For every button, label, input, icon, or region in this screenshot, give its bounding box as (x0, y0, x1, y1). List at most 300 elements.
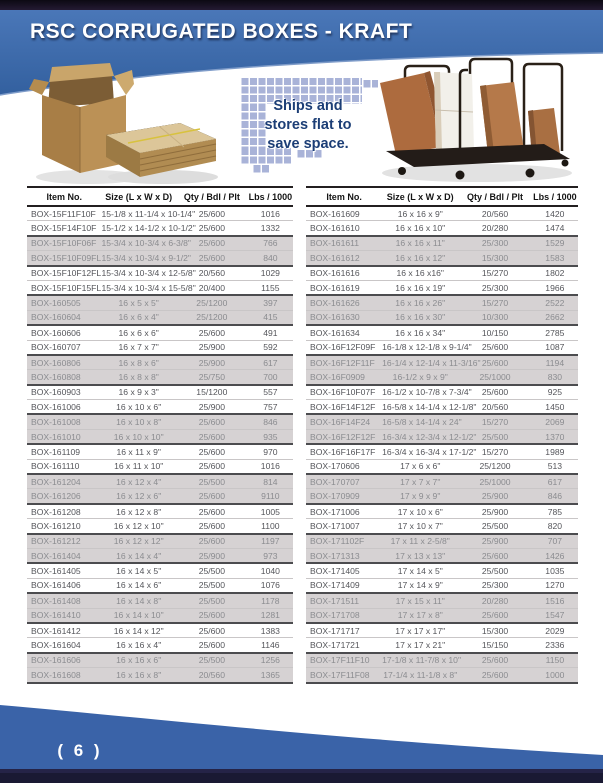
item-no: BOX-171511 (310, 595, 360, 606)
item-no: BOX-171717 (310, 625, 360, 636)
qty-bdl-plt: 20/560 (481, 208, 509, 219)
item-no: BOX-161208 (31, 506, 81, 517)
qty-bdl-plt: 15/270 (481, 417, 509, 428)
column-header-qty-bdl-plt: Qty / Bdl / Plt (183, 191, 240, 202)
lbs-per-1000: 1383 (260, 625, 280, 636)
lbs-per-1000: 2522 (545, 298, 565, 309)
table-row (27, 400, 293, 415)
table-row (27, 386, 293, 400)
qty-bdl-plt: 10/150 (481, 327, 509, 338)
lbs-per-1000: 820 (547, 520, 563, 531)
size: 15-3/4 x 10-3/4 x 9-1/2" (101, 252, 191, 263)
item-no: BOX-16F12F11F (310, 357, 375, 368)
box-cart-photo (372, 55, 582, 187)
lbs-per-1000: 925 (547, 387, 563, 398)
item-no: BOX-15F10F15FL (31, 282, 102, 293)
lbs-per-1000: 2336 (545, 640, 565, 651)
qty-bdl-plt: 25/300 (481, 282, 509, 293)
size: 16 x 12 x 8" (116, 506, 162, 517)
qty-bdl-plt: 25/500 (198, 655, 225, 666)
lbs-per-1000: 1365 (260, 669, 280, 680)
table-row (306, 207, 578, 221)
item-no: BOX-15F10F06F (31, 238, 97, 249)
item-no: BOX-16F0909 (310, 371, 365, 382)
lbs-per-1000: 785 (547, 506, 563, 517)
item-no: BOX-161212 (31, 536, 81, 547)
size: 16 x 16 x16" (396, 268, 444, 279)
size: 16 x 10 x 8" (116, 417, 162, 428)
item-no: BOX-15F10F12FL (31, 268, 102, 279)
size: 17 x 17 x 21" (395, 640, 446, 651)
size: 16 x 16 x 34" (395, 327, 446, 338)
qty-bdl-plt: 25/500 (481, 431, 509, 442)
lbs-per-1000: 1076 (260, 580, 280, 591)
lbs-per-1000: 1281 (260, 610, 280, 621)
qty-bdl-plt: 25/1000 (479, 476, 511, 487)
size: 16-5/8 x 14-1/4 x 12-1/8" (382, 401, 477, 412)
qty-bdl-plt: 25/600 (481, 357, 509, 368)
lbs-per-1000: 846 (263, 417, 278, 428)
qty-bdl-plt: 20/560 (198, 669, 225, 680)
size: 16 x 16 x 26" (395, 298, 446, 309)
table-header (27, 186, 293, 207)
lbs-per-1000: 1155 (261, 282, 280, 293)
lbs-per-1000: 1547 (545, 610, 565, 621)
table-row (306, 609, 578, 624)
size: 16 x 16 x 30" (395, 312, 446, 323)
qty-bdl-plt: 25/1200 (479, 461, 511, 472)
qty-bdl-plt: 25/600 (198, 520, 225, 531)
table-row (306, 505, 578, 519)
table-row (306, 400, 578, 415)
table-row (306, 638, 578, 653)
table-row (306, 579, 578, 594)
size: 16 x 16 x 12" (395, 252, 446, 263)
item-no: BOX-161609 (310, 208, 360, 219)
size: 16 x 16 x 8" (116, 669, 162, 680)
table-row (306, 430, 578, 445)
size: 16-1/2 x 9 x 9" (392, 371, 448, 382)
table-row (27, 564, 293, 578)
lbs-per-1000: 970 (263, 446, 278, 457)
item-no: BOX-161404 (31, 550, 81, 561)
qty-bdl-plt: 25/600 (198, 625, 225, 636)
size: 16 x 6 x 6" (118, 327, 159, 338)
table-body (306, 207, 578, 684)
table-row (27, 579, 293, 594)
column-header-size: Size (L x W x D) (105, 191, 173, 202)
qty-bdl-plt: 25/500 (198, 595, 225, 606)
size: 17 x 14 x 9" (397, 580, 443, 591)
lbs-per-1000: 491 (263, 327, 278, 338)
item-no: BOX-170909 (310, 491, 360, 502)
item-no: BOX-170707 (310, 476, 360, 487)
size: 16 x 16 x 10" (395, 223, 446, 234)
item-no: BOX-161619 (310, 282, 360, 293)
table-row (27, 460, 293, 475)
lbs-per-1000: 846 (547, 491, 563, 502)
table-row (306, 594, 578, 608)
qty-bdl-plt: 25/600 (198, 610, 225, 621)
column-header-qty-bdl-plt: Qty / Bdl / Plt (467, 191, 524, 202)
size: 17 x 14 x 5" (397, 566, 443, 577)
lbs-per-1000: 1178 (261, 595, 280, 606)
table-row (27, 251, 293, 266)
qty-bdl-plt: 25/500 (481, 520, 509, 531)
qty-bdl-plt: 25/500 (198, 476, 225, 487)
lbs-per-1000: 592 (263, 342, 278, 353)
qty-bdl-plt: 15/270 (481, 446, 509, 457)
size: 16-3/4 x 16-3/4 x 17-1/2" (382, 446, 477, 457)
size: 17 x 11 x 2-5/8" (390, 536, 450, 547)
qty-bdl-plt: 25/600 (198, 417, 225, 428)
lbs-per-1000: 814 (263, 476, 278, 487)
qty-bdl-plt: 25/600 (481, 669, 509, 680)
product-table-left (27, 186, 293, 684)
size: 16-1/8 x 12-1/8 x 9-1/4" (382, 342, 472, 353)
size: 16 x 16 x 11" (395, 238, 445, 249)
item-no: BOX-160505 (31, 298, 81, 309)
qty-bdl-plt: 25/1000 (479, 371, 511, 382)
lbs-per-1000: 1035 (545, 566, 565, 577)
item-no: BOX-161010 (31, 431, 81, 442)
lbs-per-1000: 707 (547, 536, 563, 547)
qty-bdl-plt: 25/500 (198, 566, 225, 577)
table-row (27, 221, 293, 236)
lbs-per-1000: 557 (263, 387, 278, 398)
item-no: BOX-17F11F08 (310, 669, 370, 680)
lbs-per-1000: 1016 (260, 208, 280, 219)
table-row (27, 609, 293, 624)
item-no: BOX-161412 (31, 625, 81, 636)
table-row (27, 638, 293, 653)
lbs-per-1000: 1474 (545, 223, 565, 234)
item-no: BOX-161109 (31, 446, 81, 457)
size: 16-1/4 x 12-1/4 x 11-3/16" (382, 357, 481, 368)
table-row (27, 341, 293, 356)
size: 16 x 12 x 4" (116, 476, 162, 487)
lbs-per-1000: 617 (263, 357, 278, 368)
item-no: BOX-15F14F10F (31, 223, 97, 234)
table-body (27, 207, 293, 684)
table-row (27, 654, 293, 668)
table-row (306, 251, 578, 266)
table-row (306, 267, 578, 281)
table-row (306, 311, 578, 326)
item-no: BOX-171006 (310, 506, 360, 517)
qty-bdl-plt: 25/900 (481, 506, 509, 517)
item-no: BOX-171313 (310, 550, 360, 561)
table-row (27, 311, 293, 326)
lbs-per-1000: 1516 (545, 595, 565, 606)
size: 16 x 11 x 10" (114, 461, 164, 472)
table-row (27, 237, 293, 251)
item-no: BOX-160606 (31, 327, 81, 338)
table-row (27, 326, 293, 340)
size: 16 x 5 x 5" (118, 298, 159, 309)
item-no: BOX-160806 (31, 357, 81, 368)
item-no: BOX-171102F (310, 536, 365, 547)
size: 16-5/8 x 14-1/4 x 24" (382, 417, 462, 428)
size: 16 x 16 x 6" (116, 655, 162, 666)
qty-bdl-plt: 15/300 (481, 252, 509, 263)
item-no: BOX-171405 (310, 566, 360, 577)
lbs-per-1000: 935 (263, 431, 278, 442)
table-row (306, 475, 578, 489)
qty-bdl-plt: 25/900 (198, 357, 225, 368)
qty-bdl-plt: 25/1200 (196, 298, 228, 309)
item-no: BOX-161606 (31, 655, 81, 666)
table-row (306, 370, 578, 385)
item-no: BOX-161630 (310, 312, 360, 323)
table-row (27, 267, 293, 281)
size: 15-3/4 x 10-3/4 x 12-5/8" (101, 268, 196, 279)
qty-bdl-plt: 25/600 (198, 536, 225, 547)
item-no: BOX-160903 (31, 387, 81, 398)
lbs-per-1000: 700 (263, 371, 278, 382)
item-no: BOX-161110 (31, 461, 80, 472)
lbs-per-1000: 1989 (545, 446, 565, 457)
size: 17 x 9 x 9" (400, 491, 441, 502)
item-no: BOX-171409 (310, 580, 360, 591)
lbs-per-1000: 1194 (545, 357, 565, 368)
table-row (306, 668, 578, 683)
table-row (306, 489, 578, 504)
lbs-per-1000: 1529 (545, 238, 565, 249)
lbs-per-1000: 1426 (545, 550, 565, 561)
size: 17-1/8 x 11-7/8 x 10" (382, 655, 462, 666)
item-no: BOX-161616 (310, 268, 360, 279)
item-no: BOX-161405 (31, 566, 81, 577)
table-row (306, 519, 578, 534)
size: 16 x 14 x 4" (116, 550, 162, 561)
lbs-per-1000: 840 (263, 252, 278, 263)
item-no: BOX-161611 (310, 238, 360, 249)
qty-bdl-plt: 25/600 (198, 506, 225, 517)
table-row (27, 445, 293, 459)
size: 16 x 14 x 12" (113, 625, 164, 636)
item-no: BOX-161612 (310, 252, 360, 263)
table-row (27, 356, 293, 370)
table-row (27, 370, 293, 385)
lbs-per-1000: 1040 (260, 566, 280, 577)
lbs-per-1000: 1420 (545, 208, 565, 219)
item-no: BOX-171721 (310, 640, 360, 651)
lbs-per-1000: 1256 (260, 655, 280, 666)
table-row (27, 296, 293, 310)
size: 17 x 10 x 7" (397, 520, 443, 531)
item-no: BOX-15F10F09FL (31, 252, 102, 263)
table-row (27, 519, 293, 534)
kraft-box-photo (28, 55, 228, 190)
lbs-per-1000: 766 (263, 238, 278, 249)
lbs-per-1000: 1146 (261, 640, 280, 651)
lbs-per-1000: 1966 (545, 282, 565, 293)
lbs-per-1000: 1450 (545, 401, 565, 412)
qty-bdl-plt: 15/150 (481, 640, 509, 651)
table-row (27, 668, 293, 683)
lbs-per-1000: 9110 (261, 491, 280, 502)
size: 17 x 6 x 6" (400, 461, 441, 472)
size: 15-3/4 x 10-3/4 x 15-5/8" (101, 282, 196, 293)
item-no: BOX-170606 (310, 461, 360, 472)
table-row (27, 281, 293, 296)
lbs-per-1000: 1100 (261, 520, 280, 531)
item-no: BOX-16F14F12F (310, 401, 376, 412)
qty-bdl-plt: 20/400 (198, 282, 225, 293)
size: 16 x 10 x 10" (113, 431, 164, 442)
size: 16 x 7 x 7" (118, 342, 159, 353)
table-row (306, 624, 578, 638)
qty-bdl-plt: 25/600 (198, 208, 225, 219)
item-no: BOX-160808 (31, 371, 81, 382)
table-row (306, 460, 578, 475)
column-header-lbs-per-1000: Lbs / 1000 (248, 191, 293, 202)
lbs-per-1000: 415 (263, 312, 278, 323)
callout-text (240, 97, 376, 154)
table-row (27, 549, 293, 564)
table-row (27, 505, 293, 519)
lbs-per-1000: 2069 (545, 417, 565, 428)
qty-bdl-plt: 10/300 (481, 312, 509, 323)
size: 16 x 12 x 6" (116, 491, 162, 502)
lbs-per-1000: 1150 (545, 655, 565, 666)
qty-bdl-plt: 25/1200 (196, 312, 228, 323)
qty-bdl-plt: 25/600 (481, 550, 509, 561)
item-no: BOX-161006 (31, 401, 81, 412)
size: 15-1/2 x 14-1/2 x 10-1/2" (101, 223, 196, 234)
qty-bdl-plt: 25/300 (481, 580, 509, 591)
callout-line-1: Ships and (273, 98, 343, 114)
size: 16 x 8 x 8" (118, 371, 159, 382)
item-no: BOX-16F12F12F (310, 431, 376, 442)
size: 16 x 14 x 10" (113, 610, 164, 621)
lbs-per-1000: 830 (547, 371, 563, 382)
item-no: BOX-161408 (31, 595, 81, 606)
size: 17 x 7 x 7" (400, 476, 441, 487)
table-row (306, 326, 578, 340)
size: 17 x 17 x 8" (397, 610, 443, 621)
item-no: BOX-161626 (310, 298, 360, 309)
qty-bdl-plt: 25/500 (481, 566, 509, 577)
lbs-per-1000: 973 (263, 550, 278, 561)
qty-bdl-plt: 25/900 (198, 401, 225, 412)
item-no: BOX-16F16F17F (310, 446, 376, 457)
size: 17 x 10 x 6" (397, 506, 443, 517)
mosaic-pattern (252, 165, 270, 174)
product-table-right (306, 186, 578, 684)
size: 16 x 14 x 6" (116, 580, 162, 591)
size: 16 x 14 x 8" (116, 595, 162, 606)
size: 16 x 8 x 6" (118, 357, 159, 368)
size: 17-1/4 x 11-1/8 x 8" (383, 669, 458, 680)
qty-bdl-plt: 25/900 (481, 491, 509, 502)
table-row (27, 489, 293, 504)
table-row (306, 341, 578, 356)
callout-line-2: stores flat to (264, 117, 352, 133)
lbs-per-1000: 1000 (545, 669, 565, 680)
qty-bdl-plt: 25/600 (198, 252, 225, 263)
table-row (27, 475, 293, 489)
size: 17 x 17 x 17" (395, 625, 446, 636)
qty-bdl-plt: 20/280 (481, 223, 509, 234)
lbs-per-1000: 2785 (545, 327, 565, 338)
qty-bdl-plt: 25/600 (198, 223, 225, 234)
table-row (27, 624, 293, 638)
size: 16 x 16 x 9" (397, 208, 443, 219)
table-row (306, 296, 578, 310)
lbs-per-1000: 1270 (545, 580, 565, 591)
page-title: RSC CORRUGATED BOXES - KRAFT (30, 20, 413, 43)
table-row (27, 430, 293, 445)
size: 16 x 12 x 10" (113, 520, 164, 531)
item-no: BOX-16F12F09F (310, 342, 376, 353)
table-row (306, 564, 578, 578)
size: 15-3/4 x 10-3/4 x 6-3/8" (101, 238, 191, 249)
size: 16 x 11 x 9" (116, 446, 161, 457)
table-row (306, 415, 578, 429)
lbs-per-1000: 2662 (545, 312, 565, 323)
qty-bdl-plt: 15/270 (481, 298, 509, 309)
qty-bdl-plt: 25/900 (198, 550, 225, 561)
item-no: BOX-16F10F07F (310, 387, 376, 398)
qty-bdl-plt: 25/600 (198, 446, 225, 457)
table-row (306, 221, 578, 236)
qty-bdl-plt: 25/600 (198, 327, 225, 338)
table-row (306, 549, 578, 564)
lbs-per-1000: 1802 (545, 268, 565, 279)
size: 16 x 6 x 4" (118, 312, 159, 323)
item-no: BOX-161204 (31, 476, 81, 487)
qty-bdl-plt: 20/560 (198, 268, 225, 279)
qty-bdl-plt: 25/600 (481, 655, 509, 666)
table-row (306, 386, 578, 400)
table-row (27, 207, 293, 221)
size: 16 x 14 x 5" (116, 566, 162, 577)
top-dark-strip (0, 0, 603, 10)
qty-bdl-plt: 25/750 (198, 371, 225, 382)
size: 16 x 16 x 4" (116, 640, 162, 651)
size: 16-3/4 x 12-3/4 x 12-1/2" (382, 431, 477, 442)
table-row (306, 237, 578, 251)
table-header (306, 186, 578, 207)
size: 15-1/8 x 11-1/4 x 10-1/4" (101, 208, 196, 219)
table-row (306, 356, 578, 370)
item-no: BOX-161406 (31, 580, 81, 591)
item-no: BOX-160604 (31, 312, 81, 323)
qty-bdl-plt: 25/600 (198, 431, 225, 442)
size: 16 x 12 x 12" (113, 536, 164, 547)
size: 16 x 16 x 19" (395, 282, 446, 293)
lbs-per-1000: 1087 (545, 342, 565, 353)
column-header-item-no: Item No. (326, 191, 362, 202)
table-row (306, 654, 578, 668)
size: 16 x 10 x 6" (116, 401, 162, 412)
column-header-size: Size (L x W x D) (386, 191, 454, 202)
table-row (27, 535, 293, 549)
qty-bdl-plt: 20/280 (481, 595, 509, 606)
column-header-lbs-per-1000: Lbs / 1000 (533, 191, 577, 202)
lbs-per-1000: 1016 (260, 461, 280, 472)
item-no: BOX-161610 (310, 223, 360, 234)
callout-line-3: save space. (267, 136, 349, 152)
column-header-item-no: Item No. (46, 191, 82, 202)
qty-bdl-plt: 25/600 (481, 610, 509, 621)
lbs-per-1000: 617 (547, 476, 563, 487)
item-no: BOX-161634 (310, 327, 360, 338)
item-no: BOX-16F14F24 (310, 417, 371, 428)
size: 17 x 13 x 13" (395, 550, 446, 561)
